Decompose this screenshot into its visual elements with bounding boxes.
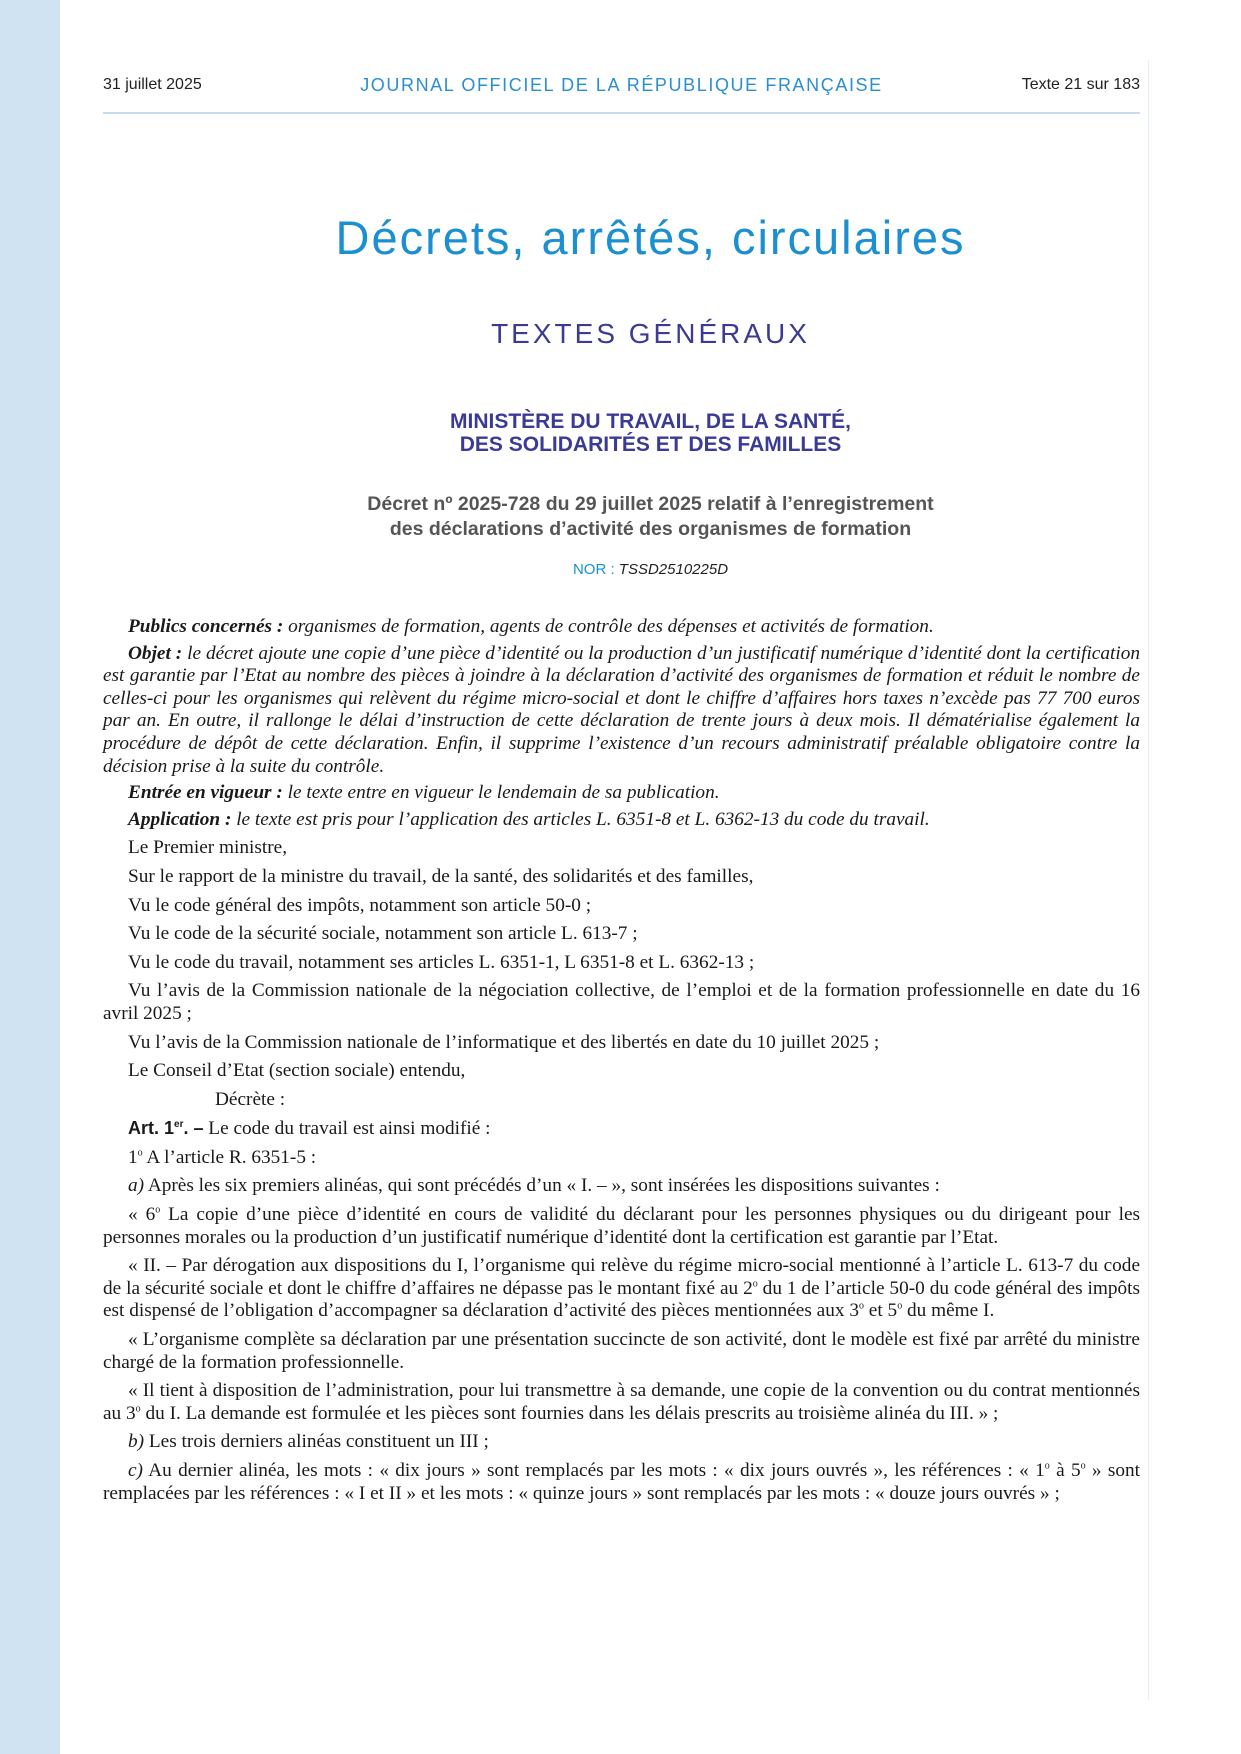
page-header	[103, 72, 1140, 112]
summary-publics-label: Publics concernés :	[128, 616, 284, 637]
publication-date: 31 juillet 2025	[103, 76, 202, 93]
preamble-vu-2: Vu le code de la sécurité sociale, notamment son article L. 613-7 ;	[128, 923, 638, 945]
decree-title	[60, 492, 1241, 542]
nor-reference	[60, 561, 1241, 578]
preamble-vu-4: Vu l’avis de la Commission nationale de la négociation collective, de l’emploi et de la formation professionnelle en date du 16 avril 2025 ;	[103, 980, 1140, 1024]
preamble-conseil: Le Conseil d’Etat (section sociale) entendu,	[128, 1060, 466, 1082]
left-margin-band	[0, 0, 60, 1754]
quote-section-ii: « II. – Par dérogation aux dispositions du I, l’organisme qui relève du régime micro-social mentionné à l’article L. 613-7 du code de la sécurité sociale et dont le chiffre d’affaires ne dépasse pas le montant fixé au 2$^o$ du 1 de l’article 50-0 du code général des impôts est dispensé de l’obligation d’accompagner sa déclaration d’activité des pièces mentionnées aux 3$^o$ et 5$^o$ du même I.	[103, 1255, 1140, 1322]
article-1-point-a: a) Après les six premiers alinéas, qui sont précédés d’un « I. – », sont insérées les dispositions suivantes :	[128, 1175, 940, 1197]
ministry-line-1: MINISTÈRE DU TRAVAIL, DE LA SANTÉ,	[450, 410, 851, 433]
preamble-premier: Le Premier ministre,	[128, 837, 288, 859]
preamble-vu-5: Vu l’avis de la Commission nationale de l’informatique et des libertés en date du 10 juillet 2025 ;	[128, 1031, 880, 1053]
header-divider	[103, 112, 1140, 114]
preamble-rapport: Sur le rapport de la ministre du travail, de la santé, des solidarités et des familles,	[128, 865, 754, 887]
article-1-intro: Art. 1er. – Le code du travail est ainsi modifié :	[128, 1118, 491, 1140]
summary-publics	[103, 616, 1140, 639]
nor-code: TSSD2510225D	[618, 561, 729, 578]
summary-objet-label: Objet :	[128, 642, 183, 664]
quote-presentation: « L’organisme complète sa déclaration par une présentation succincte de son activité, dont le modèle est fixé par arrêté du ministre chargé de la formation professionnelle.	[103, 1329, 1140, 1373]
summary-objet-text: le décret ajoute une copie d’une pièce d’identité ou la production d’un justificatif numérique d’identité dont la certification est garantie par l’Etat au nombre des pièces à joindre à la déclaration d’activité des organismes de formation et réduit le nombre de celles-ci pour les organismes qui relèvent du régime micro-social et dont le chiffre d’affaires hors taxes n’excède pas 77 700 euros par an. En outre, il rallonge le délai d’instruction de cette déclaration de trente jours à deux mois. Il dématérialise également la procédure de dépôt de cette déclaration. Enfin, il supprime l’existence d’un recours administratif préalable obligatoire contre la décision prise à la suite du contrôle.	[103, 642, 1140, 777]
ministry-name	[60, 410, 1241, 456]
preamble-vu-3: Vu le code du travail, notamment ses articles L. 6351-1, L 6351-8 et L. 6362-13 ;	[128, 951, 755, 973]
nor-label: NOR :	[572, 561, 619, 578]
decree-title-line-2: des déclarations d’activité des organismes de formation	[389, 518, 912, 540]
journal-title: JOURNAL OFFICIEL DE LA RÉPUBLIQUE FRANÇAISE	[360, 75, 883, 95]
summary-entree-text: le texte entre en vigueur le lendemain de sa publication.	[282, 782, 720, 804]
decree-body	[103, 616, 1140, 1511]
main-title: Décrets, arrêtés, circulaires	[335, 211, 966, 264]
quote-disposition: « Il tient à disposition de l’administration, pour lui transmettre à sa demande, une copie de la convention ou du contrat mentionnés au 3$^o$ du I. La demande est formulée et les pièces sont fournies dans les délais prescrits au troisième alinéa du III. » ;	[103, 1380, 1140, 1424]
summary-application-text: le texte est pris pour l’application des articles L. 6351-8 et L. 6362-13 du code du travail.	[231, 808, 930, 830]
summary-entree-label: Entrée en vigueur :	[128, 782, 283, 804]
section-title: TEXTES GÉNÉRAUX	[491, 318, 810, 349]
summary-entree	[103, 782, 1140, 805]
preamble-vu-1: Vu le code général des impôts, notamment son article 50-0 ;	[128, 894, 592, 916]
article-1-point-1: 1$^o$ A l’article R. 6351-5 :	[128, 1146, 317, 1168]
article-1-point-c: c) Au dernier alinéa, les mots : « dix jours » sont remplacés par les mots : « dix jours ouvrés », les références : « 1$^o$ à 5$^o$ » sont remplacées par les références : « I et II » et les mots : « quinze jours » sont remplacés par les mots : « douze jours ouvrés » ;	[103, 1460, 1140, 1504]
summary-application	[103, 809, 1140, 832]
quote-point-6: « 6$^o$ La copie d’une pièce d’identité en cours de validité du déclarant pour les personnes physiques ou du dirigeant pour les personnes morales ou la production d’un justificatif numérique d’identité dont la certification est garantie par l’Etat.	[103, 1204, 1141, 1248]
decree-title-line-1: Décret nº 2025-728 du 29 juillet 2025 relatif à l’enregistrement	[367, 493, 934, 515]
summary-application-label: Application :	[128, 808, 232, 830]
summary-publics-text: organismes de formation, agents de contrôle des dépenses et activités de formation.	[283, 616, 934, 637]
text-number: Texte 21 sur 183	[1021, 76, 1140, 93]
article-1-label: Art. 1er. –	[128, 1118, 204, 1139]
article-1-point-b: b) Les trois derniers alinéas constituent un III ;	[128, 1431, 489, 1453]
decrete-heading: Décrète :	[215, 1088, 286, 1110]
ministry-line-2: DES SOLIDARITÉS ET DES FAMILLES	[459, 433, 842, 456]
summary-objet	[103, 643, 1140, 779]
